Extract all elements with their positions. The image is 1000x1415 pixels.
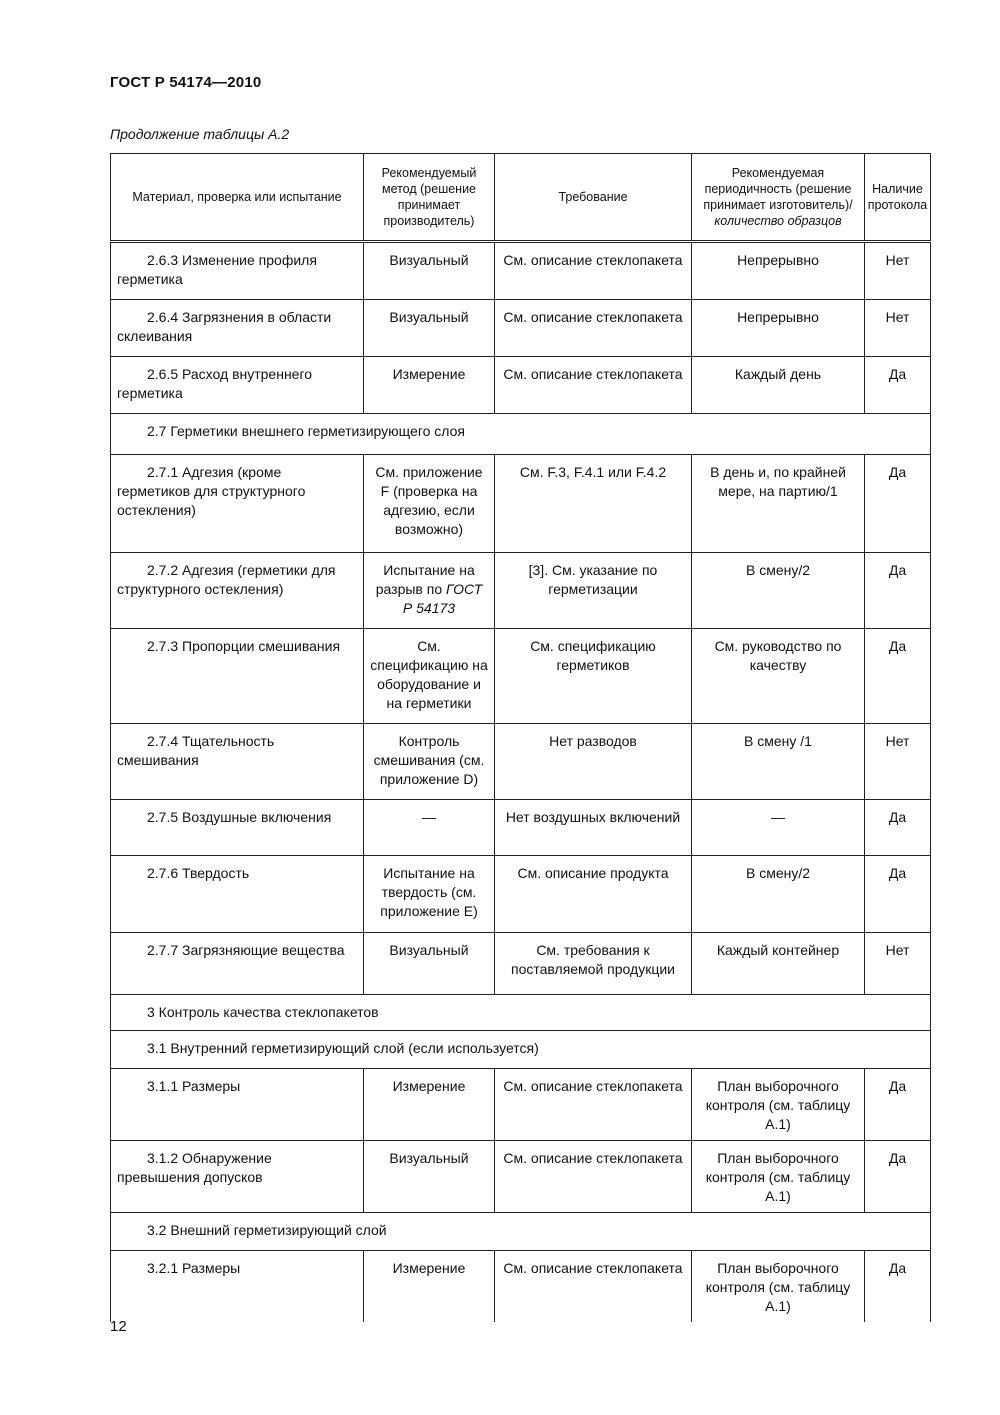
section-row: [111, 414, 931, 455]
method-cell: Измерение: [392, 1260, 466, 1276]
section-title: 2.7 Герметики внешнего герметизирующего слоя: [147, 423, 465, 439]
table-row: [111, 242, 931, 300]
column-header-requirement: Требование: [495, 154, 692, 242]
item-cell: 3.2.1 Размеры: [147, 1260, 241, 1276]
column-header-item: Материал, проверка или испытание: [111, 154, 364, 242]
table-row: [111, 553, 931, 629]
protocol-cell: Нет: [885, 733, 910, 749]
frequency-cell: Каждый день: [734, 366, 822, 382]
frequency-cell: План выборочного контроля (см. таблицу А.1): [705, 1078, 851, 1132]
table-row: [111, 724, 931, 800]
item-cell: 2.7.3 Пропорции смешивания: [147, 638, 341, 654]
item-cell: 2.7.5 Воздушные включения: [147, 809, 332, 825]
column-header-protocol: Наличие протокола: [865, 154, 931, 242]
requirement-cell: См. спецификацию герметиков: [530, 638, 656, 673]
protocol-cell: Да: [888, 1150, 907, 1166]
protocol-cell: Да: [888, 638, 907, 654]
method-cell: —: [422, 809, 436, 825]
frequency-cell: В смену/2: [745, 865, 811, 881]
method-cell: См. приложение F (проверка на адгезию, если возможно): [375, 464, 483, 537]
frequency-cell: Непрерывно: [737, 309, 819, 325]
item-cell: 2.7.6 Твердость: [147, 865, 250, 881]
item-cell: 2.6.4 Загрязнения в области склеивания: [117, 309, 332, 344]
protocol-cell: Да: [888, 1078, 907, 1094]
method-cell: Визуальный: [389, 309, 469, 325]
item-cell: 2.6.5 Расход внутреннего герметика: [117, 366, 313, 401]
requirements-table: [110, 153, 931, 1322]
section-row: [111, 1213, 931, 1251]
requirement-cell: См. F.3, F.4.1 или F.4.2: [519, 464, 667, 480]
method-cell: Измерение: [392, 366, 466, 382]
table-row: [111, 800, 931, 856]
protocol-cell: Да: [888, 809, 907, 825]
method-cell: Измерение: [392, 1078, 466, 1094]
table-row: [111, 455, 931, 553]
table-row: [111, 856, 931, 933]
method-cell: Визуальный: [389, 252, 469, 268]
item-cell: 3.1.1 Размеры: [147, 1078, 241, 1094]
method-cell: См. спецификацию на оборудование и на герметики: [370, 638, 488, 711]
table-caption: Продолжение таблицы А.2: [110, 126, 290, 142]
section-title: 3.1 Внутренний герметизирующий слой (если используется): [147, 1040, 539, 1056]
page-number: 12: [110, 1318, 127, 1335]
requirement-cell: Нет разводов: [549, 733, 637, 749]
method-cell: Визуальный: [389, 1150, 469, 1166]
item-cell: 2.6.3 Изменение профиля герметика: [117, 252, 317, 287]
requirement-cell: См. требования к поставляемой продукции: [511, 942, 675, 977]
requirement-cell: См. описание стеклопакета: [503, 309, 683, 325]
section-title: 3.2 Внешний герметизирующий слой: [147, 1222, 387, 1238]
item-cell: 2.7.7 Загрязняющие вещества: [147, 942, 345, 958]
frequency-cell: См. руководство по качеству: [714, 638, 842, 673]
requirement-cell: См. описание продукта: [517, 865, 669, 881]
table-row: [111, 1141, 931, 1213]
column-header-method: Рекомендуемый метод (решение принимает производитель): [364, 154, 495, 242]
frequency-cell: —: [771, 809, 785, 825]
item-cell: 2.7.4 Тщательность смешивания: [117, 733, 275, 768]
protocol-cell: Нет: [885, 252, 910, 268]
section-row: [111, 1031, 931, 1069]
frequency-cell: Непрерывно: [737, 252, 819, 268]
table-row: [111, 933, 931, 995]
table-row: [111, 629, 931, 724]
requirement-cell: См. описание стеклопакета: [503, 366, 683, 382]
table-row: [111, 357, 931, 414]
protocol-cell: Да: [888, 464, 907, 480]
document-header: ГОСТ Р 54174—2010: [110, 74, 262, 91]
column-header-frequency: Рекомендуемая периодичность (решение принимает изготовитель)/количество образцов: [692, 154, 865, 242]
frequency-cell: План выборочного контроля (см. таблицу А.1): [705, 1260, 851, 1314]
requirement-cell: Нет воздушных включений: [505, 809, 681, 825]
frequency-cell: В смену /1: [744, 733, 812, 749]
method-cell: Испытание на твердость (см. приложение E): [380, 865, 478, 919]
protocol-cell: Нет: [885, 309, 910, 325]
table-row: [111, 1251, 931, 1323]
requirement-cell: См. описание стеклопакета: [503, 1078, 683, 1094]
item-cell: 2.7.2 Адгезия (герметики для структурного остекления): [117, 562, 336, 597]
frequency-cell: В смену/2: [745, 562, 811, 578]
item-cell: 2.7.1 Адгезия (кроме герметиков для структурного остекления): [117, 464, 306, 518]
method-cell: Контроль смешивания (см. приложение D): [373, 733, 485, 787]
frequency-cell: В день и, по крайней мере, на партию/1: [710, 464, 846, 499]
requirement-cell: [3]. См. указание по герметизации: [528, 562, 658, 597]
section-row: [111, 995, 931, 1031]
method-cell: Визуальный: [389, 942, 469, 958]
table-row: [111, 1069, 931, 1141]
table-row: [111, 300, 931, 357]
item-cell: 3.1.2 Обнаружение превышения допусков: [117, 1150, 272, 1185]
protocol-cell: Да: [888, 1260, 907, 1276]
requirement-cell: См. описание стеклопакета: [503, 1260, 683, 1276]
protocol-cell: Да: [888, 562, 907, 578]
table-header-row: [111, 154, 931, 242]
frequency-cell: План выборочного контроля (см. таблицу А.1): [705, 1150, 851, 1204]
requirement-cell: См. описание стеклопакета: [503, 1150, 683, 1166]
frequency-cell: Каждый контейнер: [716, 942, 840, 958]
standard-reference: ГОСТ Р 54173: [402, 581, 483, 616]
protocol-cell: Да: [888, 366, 907, 382]
protocol-cell: Да: [888, 865, 907, 881]
protocol-cell: Нет: [885, 942, 910, 958]
section-title: 3 Контроль качества стеклопакетов: [147, 1004, 379, 1020]
method-cell: Испытание на разрыв по ГОСТ Р 54173: [375, 562, 483, 616]
requirement-cell: См. описание стеклопакета: [503, 252, 683, 268]
